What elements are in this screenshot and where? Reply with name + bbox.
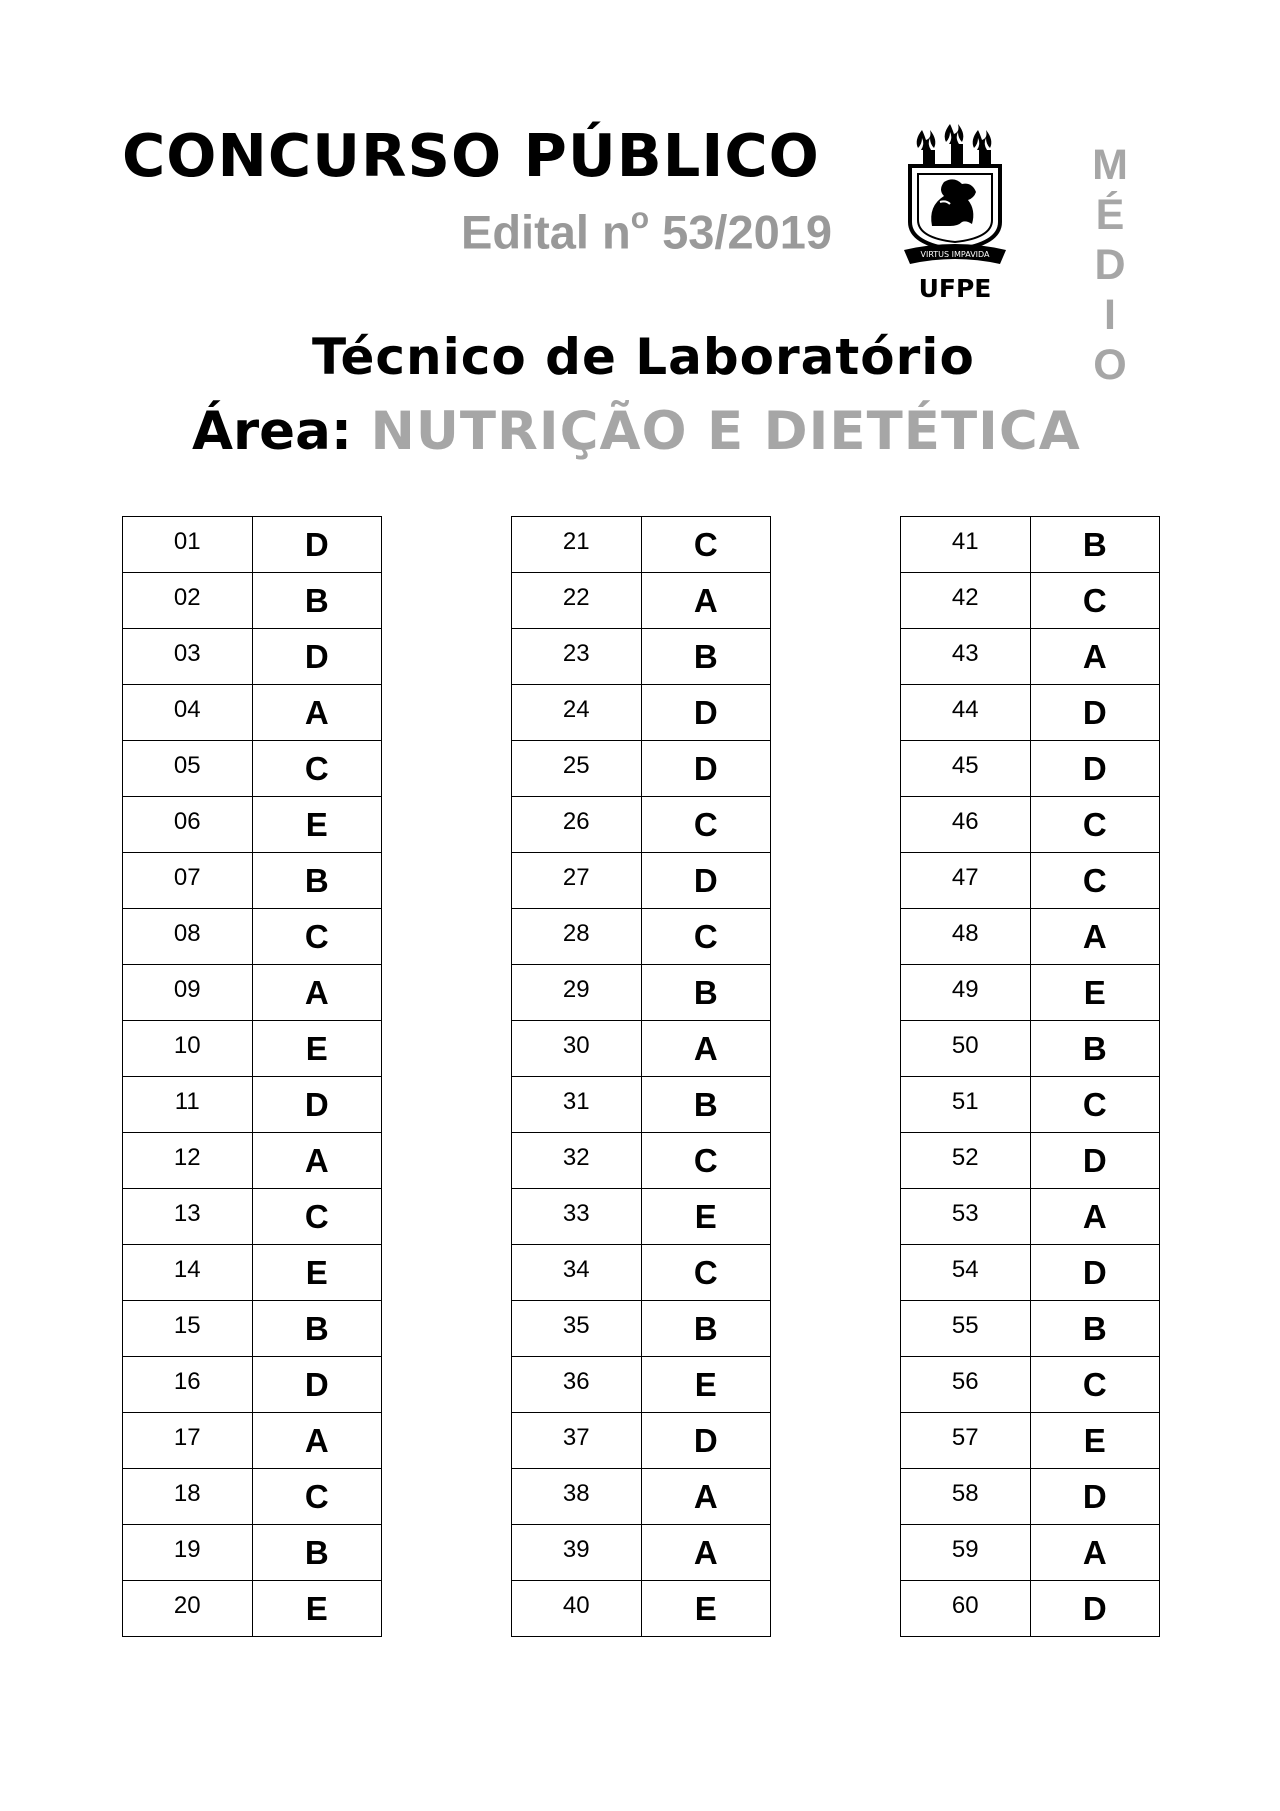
- answer-letter: A: [641, 573, 771, 629]
- answer-letter: C: [641, 797, 771, 853]
- answer-letter: E: [1030, 965, 1160, 1021]
- question-number: 30: [512, 1021, 642, 1077]
- area-line: [192, 401, 1081, 462]
- answer-letter: A: [252, 1133, 382, 1189]
- table-row: [123, 1021, 382, 1077]
- question-number: 51: [901, 1077, 1031, 1133]
- question-number: 45: [901, 741, 1031, 797]
- answer-table: [511, 516, 771, 1637]
- table-row: [901, 629, 1160, 685]
- question-number: 55: [901, 1301, 1031, 1357]
- table-row: [512, 685, 771, 741]
- table-row: [123, 1357, 382, 1413]
- answer-letter: C: [1030, 797, 1160, 853]
- answer-letter: D: [641, 1413, 771, 1469]
- answer-letter: E: [641, 1581, 771, 1637]
- answer-letter: D: [641, 741, 771, 797]
- table-row: [512, 573, 771, 629]
- question-number: 53: [901, 1189, 1031, 1245]
- table-row: [123, 517, 382, 573]
- question-number: 09: [123, 965, 253, 1021]
- table-row: [512, 1189, 771, 1245]
- table-row: [901, 1357, 1160, 1413]
- level-vertical: [1082, 140, 1138, 390]
- question-number: 01: [123, 517, 253, 573]
- level-letter: D: [1094, 241, 1126, 289]
- table-row: [123, 1469, 382, 1525]
- table-row: [512, 1077, 771, 1133]
- level-letter: I: [1104, 291, 1116, 339]
- answer-letter: A: [1030, 1525, 1160, 1581]
- answer-letter: E: [252, 1021, 382, 1077]
- answer-letter: C: [252, 741, 382, 797]
- table-row: [901, 1581, 1160, 1637]
- question-number: 21: [512, 517, 642, 573]
- answer-letter: D: [252, 629, 382, 685]
- table-row: [123, 797, 382, 853]
- table-row: [901, 1413, 1160, 1469]
- question-number: 59: [901, 1525, 1031, 1581]
- question-number: 31: [512, 1077, 642, 1133]
- table-row: [512, 741, 771, 797]
- table-row: [512, 1581, 771, 1637]
- answer-letter: E: [641, 1357, 771, 1413]
- table-row: [901, 1133, 1160, 1189]
- answer-letter: E: [1030, 1413, 1160, 1469]
- question-number: 14: [123, 1245, 253, 1301]
- table-row: [512, 517, 771, 573]
- answer-letter: D: [252, 517, 382, 573]
- table-row: [123, 965, 382, 1021]
- edital-value: 53/2019: [649, 205, 832, 259]
- question-number: 42: [901, 573, 1031, 629]
- level-letter: M: [1092, 141, 1128, 189]
- answer-letter: A: [641, 1469, 771, 1525]
- question-number: 35: [512, 1301, 642, 1357]
- question-number: 58: [901, 1469, 1031, 1525]
- question-number: 10: [123, 1021, 253, 1077]
- table-row: [901, 685, 1160, 741]
- answer-letter: A: [641, 1525, 771, 1581]
- question-number: 05: [123, 741, 253, 797]
- answer-letter: C: [1030, 853, 1160, 909]
- question-number: 32: [512, 1133, 642, 1189]
- answer-letter: B: [641, 1301, 771, 1357]
- answer-letter: D: [252, 1357, 382, 1413]
- question-number: 49: [901, 965, 1031, 1021]
- answer-letter: A: [1030, 1189, 1160, 1245]
- question-number: 36: [512, 1357, 642, 1413]
- answer-letter: B: [1030, 1301, 1160, 1357]
- table-row: [512, 1525, 771, 1581]
- edital-superscript: o: [630, 202, 650, 235]
- answer-letter: C: [641, 517, 771, 573]
- answer-letter: C: [641, 1245, 771, 1301]
- area-value: NUTRIÇÃO E DIETÉTICA: [370, 401, 1081, 462]
- table-row: [512, 1357, 771, 1413]
- page-title: CONCURSO PÚBLICO: [122, 121, 820, 190]
- question-number: 19: [123, 1525, 253, 1581]
- question-number: 50: [901, 1021, 1031, 1077]
- table-row: [123, 573, 382, 629]
- answer-letter: C: [1030, 1357, 1160, 1413]
- table-row: [123, 1301, 382, 1357]
- table-row: [901, 797, 1160, 853]
- table-row: [512, 1301, 771, 1357]
- question-number: 47: [901, 853, 1031, 909]
- edital-prefix: Edital n: [460, 205, 631, 259]
- question-number: 56: [901, 1357, 1031, 1413]
- answer-letter: C: [252, 909, 382, 965]
- table-row: [901, 965, 1160, 1021]
- answer-letter: B: [252, 573, 382, 629]
- answer-letter: A: [252, 965, 382, 1021]
- table-row: [512, 1413, 771, 1469]
- question-number: 44: [901, 685, 1031, 741]
- table-row: [901, 1245, 1160, 1301]
- answer-letter: D: [1030, 1469, 1160, 1525]
- answer-letter: D: [1030, 741, 1160, 797]
- answer-letter: C: [252, 1469, 382, 1525]
- table-row: [901, 1189, 1160, 1245]
- table-row: [123, 1413, 382, 1469]
- table-row: [123, 741, 382, 797]
- question-number: 23: [512, 629, 642, 685]
- answer-letter: B: [641, 965, 771, 1021]
- answer-letter: E: [252, 1581, 382, 1637]
- answer-letter: A: [641, 1021, 771, 1077]
- table-row: [123, 1077, 382, 1133]
- table-row: [901, 741, 1160, 797]
- question-number: 41: [901, 517, 1031, 573]
- answer-letter: C: [1030, 573, 1160, 629]
- question-number: 40: [512, 1581, 642, 1637]
- logo-motto: VIRTUS IMPAVIDA: [920, 250, 990, 259]
- answer-letter: E: [252, 1245, 382, 1301]
- question-number: 38: [512, 1469, 642, 1525]
- answer-letter: D: [1030, 1581, 1160, 1637]
- question-number: 16: [123, 1357, 253, 1413]
- table-row: [512, 909, 771, 965]
- table-row: [901, 1301, 1160, 1357]
- table-row: [123, 1189, 382, 1245]
- question-number: 57: [901, 1413, 1031, 1469]
- table-row: [901, 573, 1160, 629]
- question-number: 48: [901, 909, 1031, 965]
- answer-letter: B: [641, 629, 771, 685]
- table-row: [512, 965, 771, 1021]
- question-number: 52: [901, 1133, 1031, 1189]
- answer-letter: B: [1030, 517, 1160, 573]
- answer-letter: D: [1030, 1245, 1160, 1301]
- answer-letter: C: [641, 909, 771, 965]
- answer-letter: C: [1030, 1077, 1160, 1133]
- table-row: [512, 1469, 771, 1525]
- question-number: 18: [123, 1469, 253, 1525]
- question-number: 26: [512, 797, 642, 853]
- table-row: [512, 1133, 771, 1189]
- table-row: [901, 853, 1160, 909]
- table-row: [512, 797, 771, 853]
- answer-table: [122, 516, 382, 1637]
- answer-letter: E: [252, 797, 382, 853]
- answer-letter: D: [1030, 685, 1160, 741]
- answer-letter: A: [252, 1413, 382, 1469]
- question-number: 13: [123, 1189, 253, 1245]
- table-row: [512, 853, 771, 909]
- question-number: 12: [123, 1133, 253, 1189]
- logo-text: UFPE: [918, 274, 992, 303]
- question-number: 33: [512, 1189, 642, 1245]
- answer-letter: B: [1030, 1021, 1160, 1077]
- question-number: 24: [512, 685, 642, 741]
- question-number: 54: [901, 1245, 1031, 1301]
- question-number: 22: [512, 573, 642, 629]
- role-title: Técnico de Laboratório: [312, 328, 975, 386]
- question-number: 46: [901, 797, 1031, 853]
- table-row: [901, 1469, 1160, 1525]
- question-number: 02: [123, 573, 253, 629]
- question-number: 28: [512, 909, 642, 965]
- question-number: 37: [512, 1413, 642, 1469]
- question-number: 11: [123, 1077, 253, 1133]
- table-row: [123, 1245, 382, 1301]
- table-row: [123, 1581, 382, 1637]
- answer-letter: B: [252, 1301, 382, 1357]
- question-number: 15: [123, 1301, 253, 1357]
- answer-letter: D: [1030, 1133, 1160, 1189]
- question-number: 17: [123, 1413, 253, 1469]
- answer-letter: D: [641, 685, 771, 741]
- table-row: [123, 1525, 382, 1581]
- question-number: 03: [123, 629, 253, 685]
- answer-letter: D: [641, 853, 771, 909]
- edital-number: [460, 202, 832, 259]
- table-row: [123, 853, 382, 909]
- answer-letter: B: [641, 1077, 771, 1133]
- question-number: 08: [123, 909, 253, 965]
- answer-table: [900, 516, 1160, 1637]
- question-number: 43: [901, 629, 1031, 685]
- answer-letter: C: [252, 1189, 382, 1245]
- level-letter: É: [1095, 191, 1125, 239]
- table-row: [901, 1077, 1160, 1133]
- table-row: [123, 629, 382, 685]
- table-row: [512, 629, 771, 685]
- question-number: 07: [123, 853, 253, 909]
- table-row: [123, 909, 382, 965]
- table-row: [901, 1021, 1160, 1077]
- table-row: [512, 1245, 771, 1301]
- table-row: [901, 517, 1160, 573]
- question-number: 34: [512, 1245, 642, 1301]
- answer-letter: D: [252, 1077, 382, 1133]
- question-number: 29: [512, 965, 642, 1021]
- question-number: 06: [123, 797, 253, 853]
- level-letter: O: [1093, 341, 1127, 389]
- question-number: 25: [512, 741, 642, 797]
- question-number: 04: [123, 685, 253, 741]
- answer-letter: B: [252, 1525, 382, 1581]
- table-row: [123, 1133, 382, 1189]
- answer-letter: A: [1030, 909, 1160, 965]
- question-number: 20: [123, 1581, 253, 1637]
- answer-letter: A: [252, 685, 382, 741]
- answer-letter: A: [1030, 629, 1160, 685]
- question-number: 60: [901, 1581, 1031, 1637]
- answer-letter: E: [641, 1189, 771, 1245]
- area-label: Área:: [192, 401, 353, 462]
- table-row: [123, 685, 382, 741]
- question-number: 27: [512, 853, 642, 909]
- answer-letter: B: [252, 853, 382, 909]
- question-number: 39: [512, 1525, 642, 1581]
- answer-letter: C: [641, 1133, 771, 1189]
- table-row: [901, 1525, 1160, 1581]
- table-row: [901, 909, 1160, 965]
- table-row: [512, 1021, 771, 1077]
